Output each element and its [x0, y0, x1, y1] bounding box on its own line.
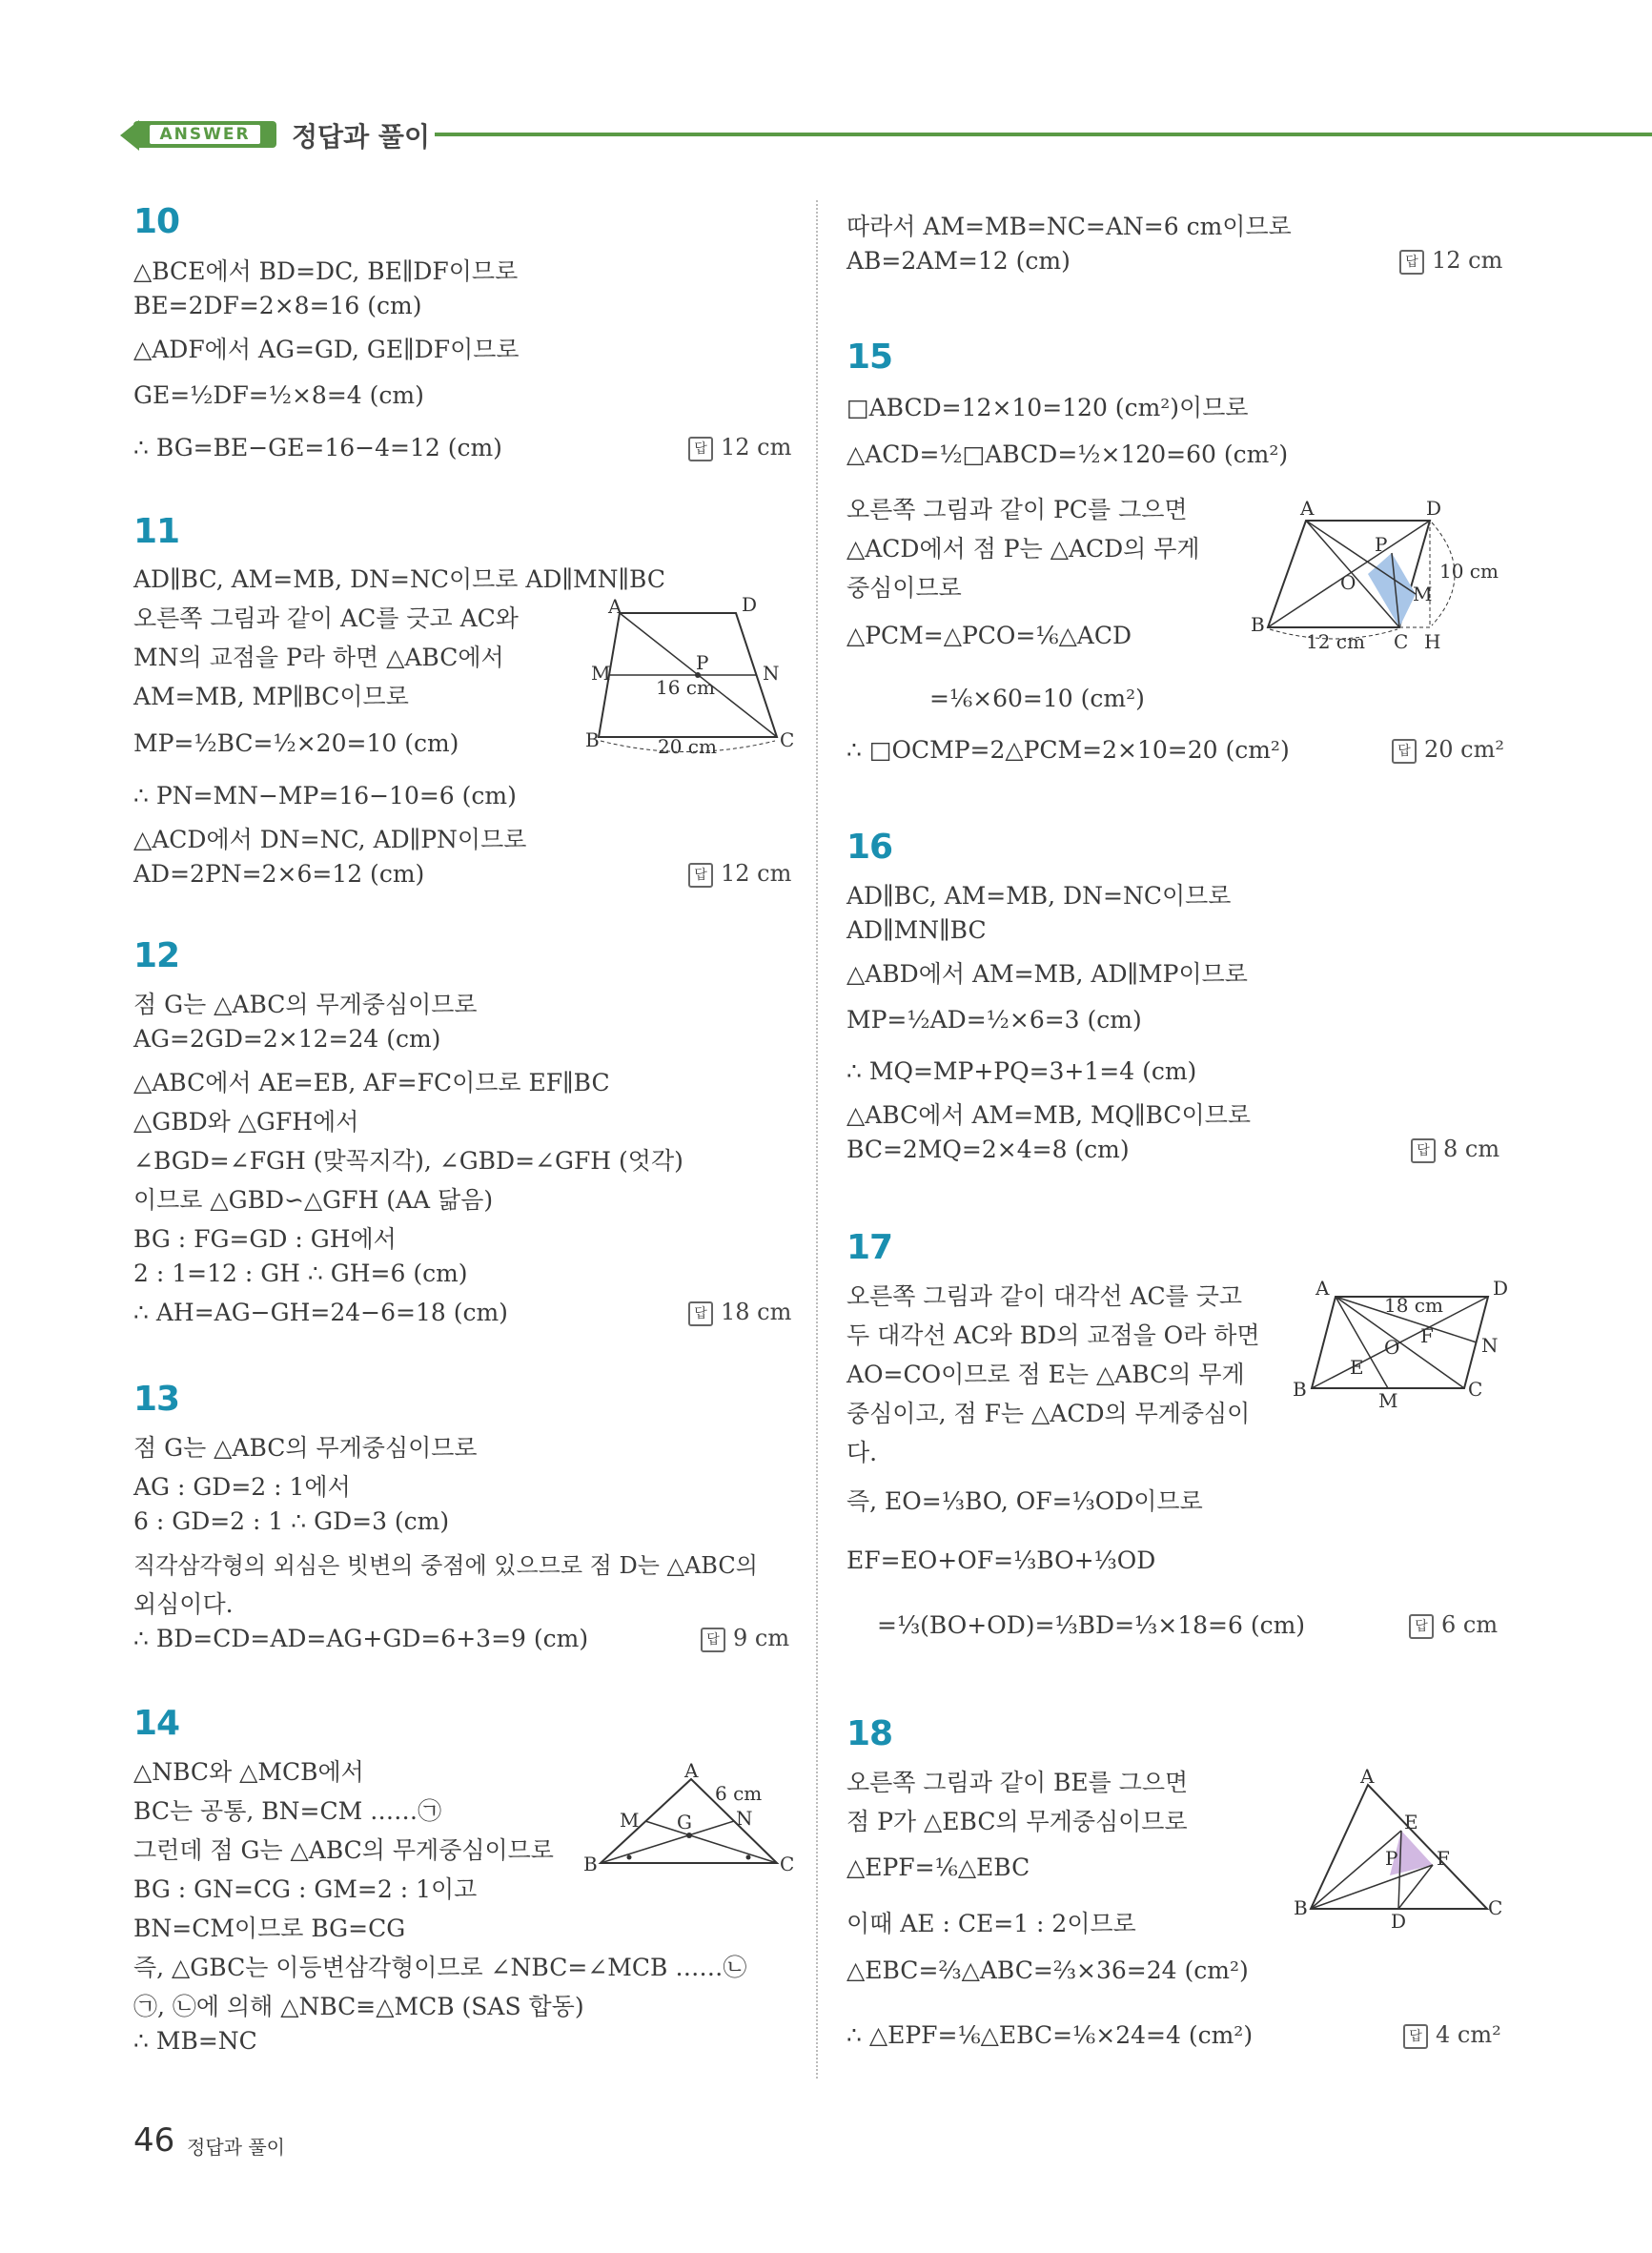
triangle-figure [581, 1759, 796, 1880]
page-number: 46 [133, 2121, 175, 2160]
svg-text:D: D [742, 593, 758, 616]
solution-line: EF=EO+OF=⅓BO+⅓OD [846, 1546, 1156, 1574]
header-title: 정답과 풀이 [292, 121, 430, 153]
solution-line: 2 : 1=12 : GH ∴ GH=6 (cm) [133, 1260, 468, 1287]
solution-line: 오른쪽 그림과 같이 BE를 그으면 [846, 1769, 1189, 1796]
solution-line: GE=½DF=½×8=4 (cm) [133, 381, 424, 409]
svg-text:C: C [780, 1853, 795, 1875]
svg-text:A: A [608, 595, 622, 618]
solution-line: AD=2PN=2×6=12 (cm) [133, 860, 425, 888]
solution-line: AD∥BC, AM=MB, DN=NC이므로 [846, 882, 1232, 910]
solution-line: △ABC에서 AM=MB, MQ∥BC이므로 [846, 1101, 1252, 1129]
svg-text:A: A [1315, 1277, 1330, 1300]
solution-line: ∴ BD=CD=AD=AG+GD=6+3=9 (cm) [133, 1625, 589, 1652]
svg-text:A: A [1360, 1765, 1375, 1788]
solution-line: MN의 교점을 P라 하면 △ABC에서 [133, 644, 504, 671]
svg-text:M: M [1413, 583, 1433, 605]
footer-label: 정답과 풀이 [187, 2136, 285, 2159]
solution-line: 오른쪽 그림과 같이 PC를 그으면 [846, 496, 1188, 523]
svg-text:P: P [1375, 533, 1388, 556]
svg-text:B: B [1294, 1896, 1308, 1919]
solution-line: 점 P가 △EBC의 무게중심이므로 [846, 1808, 1188, 1835]
solution-line: AG=2GD=2×12=24 (cm) [133, 1025, 441, 1053]
solution-line: 즉, △GBC는 이등변삼각형이므로 ∠NBC=∠MCB ……㉡ [133, 1954, 747, 1981]
svg-text:E: E [1404, 1811, 1418, 1833]
question-number: 18 [846, 1714, 893, 1753]
solution-line: BG : FG=GD : GH에서 [133, 1225, 397, 1253]
solution-line: 따라서 AM=MB=NC=AN=6 cm이므로 [846, 213, 1292, 240]
solution-line: △ABD에서 AM=MB, AD∥MP이므로 [846, 960, 1248, 988]
solution-line: =⅙×60=10 (cm²) [929, 685, 1145, 712]
svg-text:A: A [684, 1759, 699, 1782]
solution-line: 직각삼각형의 외심은 빗변의 중점에 있으므로 점 D는 △ABC의 [133, 1552, 758, 1579]
solution-line: =⅓(BO+OD)=⅓BD=⅓×18=6 (cm) [877, 1611, 1306, 1639]
svg-text:M: M [1378, 1389, 1398, 1412]
question-number: 11 [133, 512, 180, 551]
svg-text:B: B [585, 728, 600, 751]
parallelogram-diagonal-figure [1293, 1276, 1512, 1412]
solution-line: ∴ △EPF=⅙△EBC=⅙×24=4 (cm²) [846, 2021, 1254, 2049]
answer-box: 답 12 cm [688, 434, 791, 461]
solution-line: BC=2MQ=2×4=8 (cm) [846, 1136, 1130, 1163]
solution-line: 그런데 점 G는 △ABC의 무게중심이므로 [133, 1836, 554, 1864]
solution-line: BE=2DF=2×8=16 (cm) [133, 292, 422, 319]
solution-line: BN=CM이므로 BG=CG [133, 1915, 406, 1942]
solution-line: 두 대각선 AC와 BD의 교점을 O라 하면 [846, 1321, 1260, 1349]
solution-line: AG : GD=2 : 1에서 [133, 1473, 351, 1501]
solution-line: BC는 공통, BN=CM ……㉠ [133, 1797, 442, 1825]
solution-line: 중심이므로 [846, 574, 962, 602]
solution-line: △BCE에서 BD=DC, BE∥DF이므로 [133, 257, 519, 285]
solution-line: △NBC와 △MCB에서 [133, 1758, 364, 1786]
parallelogram-figure [1249, 494, 1520, 656]
page-header [120, 118, 1652, 156]
svg-text:M: M [591, 662, 611, 685]
answer-box: 답 12 cm [688, 860, 791, 888]
answer-box: 답 9 cm [701, 1625, 789, 1652]
solution-line: ∴ MB=NC [133, 2027, 257, 2055]
solution-line: △GBD와 △GFH에서 [133, 1108, 359, 1136]
svg-text:G: G [677, 1811, 692, 1833]
question-number: 10 [133, 202, 180, 241]
solution-line: ㉠, ㉡에 의해 △NBC≡△MCB (SAS 합동) [133, 1993, 584, 2020]
solution-line: □ABCD=12×10=120 (cm²)이므로 [846, 394, 1249, 421]
svg-text:C: C [780, 728, 795, 751]
solution-line: AD∥MN∥BC [846, 916, 987, 944]
solution-line: 점 G는 △ABC의 무게중심이므로 [133, 1434, 478, 1462]
question-number: 14 [133, 1704, 180, 1743]
svg-text:C: C [1488, 1896, 1503, 1919]
svg-text:F: F [1420, 1324, 1434, 1347]
solution-line: △ACD에서 점 P는 △ACD의 무게 [846, 535, 1200, 563]
solution-line: 즉, EO=⅓BO, OF=⅓OD이므로 [846, 1487, 1203, 1515]
svg-text:M: M [620, 1809, 640, 1832]
question-number: 12 [133, 936, 180, 975]
svg-text:P: P [696, 651, 709, 674]
solution-line: ∴ PN=MN−MP=16−10=6 (cm) [133, 782, 517, 809]
solution-line: ∴ AH=AG−GH=24−6=18 (cm) [133, 1299, 508, 1326]
solution-line: ∴ □OCMP=2△PCM=2×10=20 (cm²) [846, 736, 1290, 764]
question-number: 15 [846, 338, 893, 377]
solution-line: ∴ BG=BE−GE=16−4=12 (cm) [133, 434, 502, 461]
svg-text:B: B [1251, 613, 1265, 636]
solution-line: 이때 AE : CE=1 : 2이므로 [846, 1910, 1136, 1937]
centroid-triangle-figure [1292, 1766, 1511, 1933]
answer-box: 답 12 cm [1399, 247, 1502, 275]
solution-line: ∠BGD=∠FGH (맞꼭지각), ∠GBD=∠GFH (엇각) [133, 1147, 683, 1175]
svg-text:20 cm: 20 cm [658, 735, 717, 758]
solution-line: 점 G는 △ABC의 무게중심이므로 [133, 991, 478, 1018]
solution-line: BG : GN=CG : GM=2 : 1이고 [133, 1875, 478, 1903]
solution-line: △PCM=△PCO=⅙△ACD [846, 622, 1132, 649]
solution-line: △EPF=⅙△EBC [846, 1854, 1030, 1881]
svg-text:10 cm: 10 cm [1439, 560, 1499, 583]
answer-box: 답 6 cm [1409, 1611, 1498, 1639]
answer-box: 답 20 cm² [1392, 736, 1504, 764]
solution-line: 외심이다. [133, 1590, 234, 1618]
solution-line: △ABC에서 AE=EB, AF=FC이므로 EF∥BC [133, 1069, 610, 1096]
svg-text:O: O [1340, 571, 1356, 594]
question-number: 16 [846, 828, 893, 867]
solution-line: 이므로 △GBD∽△GFH (AA 닮음) [133, 1186, 494, 1214]
header-rule [435, 133, 1652, 136]
svg-text:16 cm: 16 cm [656, 676, 715, 699]
solution-line: AM=MB, MP∥BC이므로 [133, 683, 409, 710]
svg-text:6 cm: 6 cm [715, 1782, 763, 1805]
answer-box: 답 4 cm² [1403, 2021, 1501, 2049]
question-number: 17 [846, 1228, 893, 1267]
solution-line: △ADF에서 AG=GD, GE∥DF이므로 [133, 336, 520, 363]
column-divider [816, 200, 818, 2079]
answer-box: 답 18 cm [688, 1299, 791, 1326]
solution-line: AB=2AM=12 (cm) [846, 247, 1071, 275]
solution-line: MP=½BC=½×20=10 (cm) [133, 729, 459, 757]
svg-text:A: A [1300, 497, 1315, 520]
solution-line: △ACD=½□ABCD=½×120=60 (cm²) [846, 440, 1289, 468]
answer-badge: ANSWER [133, 121, 276, 148]
svg-text:O: O [1384, 1336, 1400, 1359]
solution-line: 다. [846, 1439, 878, 1466]
svg-text:D: D [1493, 1277, 1509, 1300]
svg-text:F: F [1437, 1847, 1450, 1870]
solution-line: △EBC=⅔△ABC=⅔×36=24 (cm²) [846, 1956, 1249, 1984]
svg-text:18 cm: 18 cm [1384, 1294, 1443, 1317]
solution-line: 오른쪽 그림과 같이 대각선 AC를 긋고 [846, 1282, 1243, 1310]
question-number: 13 [133, 1380, 180, 1419]
svg-text:P: P [1385, 1847, 1398, 1870]
svg-text:C: C [1394, 630, 1409, 653]
svg-text:N: N [1481, 1334, 1499, 1357]
solution-line: 6 : GD=2 : 1 ∴ GD=3 (cm) [133, 1507, 450, 1535]
solution-line: ∴ MQ=MP+PQ=3+1=4 (cm) [846, 1057, 1197, 1085]
svg-text:D: D [1426, 497, 1442, 520]
answer-box: 답 8 cm [1411, 1136, 1499, 1163]
svg-text:N: N [763, 662, 780, 685]
solution-line: AO=CO이므로 점 E는 △ABC의 무게 [846, 1361, 1245, 1388]
solution-line: MP=½AD=½×6=3 (cm) [846, 1006, 1142, 1034]
trapezoid-figure [581, 593, 795, 758]
svg-text:D: D [1391, 1910, 1407, 1933]
svg-text:C: C [1468, 1378, 1483, 1401]
solution-line: AD∥BC, AM=MB, DN=NC이므로 AD∥MN∥BC [133, 565, 665, 593]
svg-text:E: E [1350, 1356, 1364, 1379]
svg-text:H: H [1424, 630, 1441, 653]
solution-line: 오른쪽 그림과 같이 AC를 긋고 AC와 [133, 604, 519, 632]
svg-text:N: N [736, 1807, 753, 1830]
solution-line: △ACD에서 DN=NC, AD∥PN이므로 [133, 826, 527, 853]
svg-text:B: B [583, 1853, 598, 1875]
solution-line: 중심이고, 점 F는 △ACD의 무게중심이 [846, 1400, 1251, 1427]
svg-text:12 cm: 12 cm [1306, 630, 1365, 653]
svg-text:B: B [1293, 1378, 1307, 1401]
